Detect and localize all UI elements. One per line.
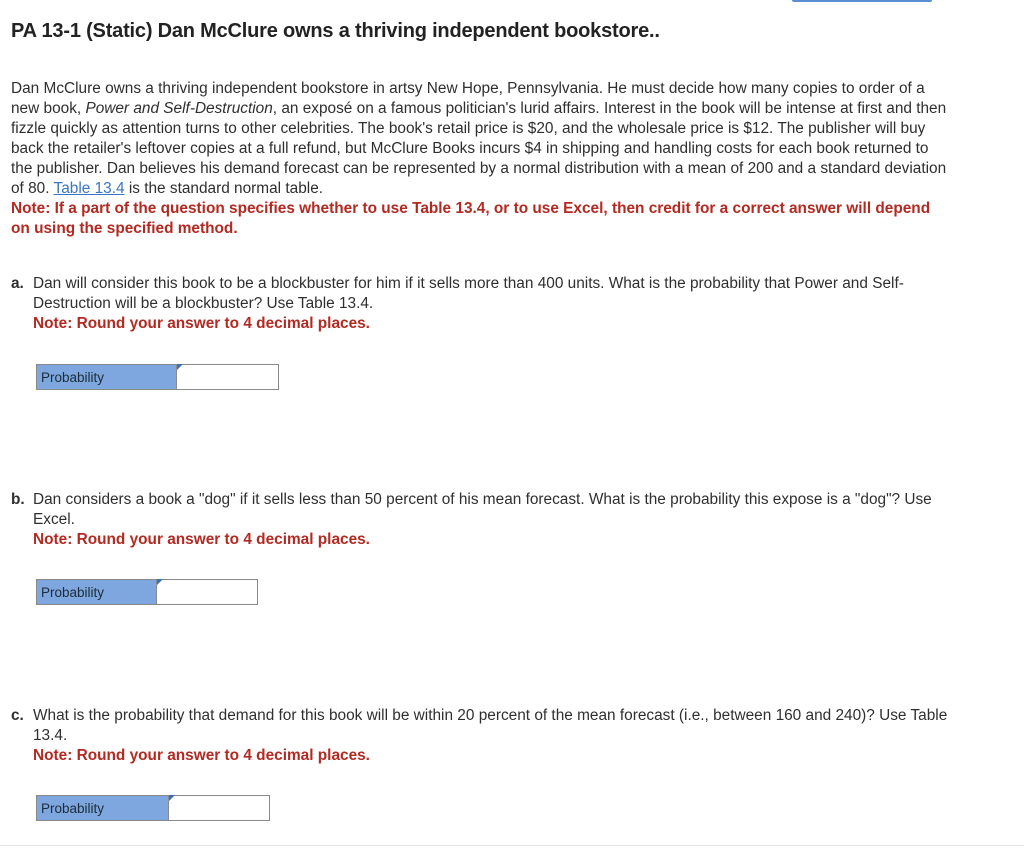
part-note: Note: Round your answer to 4 decimal places. — [33, 315, 370, 332]
part-letter: a. — [11, 275, 24, 292]
intro-text-start: Dan McClure owns a thriving independent bookstore in artsy New Hope, Pennsylvania. He must decide how many copies to order of a new book, — [11, 80, 925, 117]
part-letter: b. — [11, 491, 25, 508]
part-question: What is the probability that demand for this book will be within 20 percent of the mean forecast (i.e., between 160 and 240)? Use Table 13.4. — [33, 707, 948, 744]
answer-label-text: Probability — [41, 800, 105, 816]
part-question: Dan considers a book a "dog" if it sells less than 50 percent of his mean forecast. What is the probability this expose is a "dog"? Use Excel. — [33, 491, 932, 528]
probability-input-c[interactable] — [169, 796, 269, 820]
answer-label — [37, 796, 169, 820]
bottom-divider — [0, 845, 1024, 846]
part-b — [11, 490, 951, 550]
table-13-4-link[interactable]: Table 13.4 — [53, 180, 125, 197]
intro-note: Note: If a part of the question specifies whether to use Table 13.4, or to use Excel, then credit for a correct answer will depend on using the specified method. — [11, 200, 931, 237]
answer-row-a — [36, 364, 279, 390]
part-question: Dan will consider this book to be a blockbuster for him if it sells more than 400 units. What is the probability that Power and Self-Destruction will be a blockbuster? Use Table 13.4. — [33, 275, 904, 312]
top-tab-indicator — [792, 0, 932, 2]
probability-input-b[interactable] — [157, 580, 257, 604]
part-letter: c. — [11, 707, 24, 724]
intro-text-middle: , an exposé on a famous politician's lurid affairs. Interest in the book will be intense at first and then fizzle quickly as attention turns to other celebrities. The book's retail price is $20, and the wholesale price is $12. The publisher will buy back the retailer's leftover copies at a full refund, but McClure Books incurs $4 in shipping and handling costs for each book returned to the publisher. Dan believes his demand forecast can be represented by a normal distribution with a mean of 200 and a standard deviation of 80. — [11, 100, 947, 197]
intro-text-end: is the standard normal table. — [124, 180, 324, 197]
answer-row-c — [36, 795, 270, 821]
book-title: Power and Self-Destruction — [85, 100, 273, 117]
flag-marker-icon — [169, 795, 175, 801]
flag-marker-icon — [177, 364, 183, 370]
answer-row-b — [36, 579, 258, 605]
probability-input-a[interactable] — [177, 365, 278, 389]
page-title: PA 13-1 (Static) Dan McClure owns a thriving independent bookstore.. — [11, 20, 660, 42]
part-a — [11, 274, 951, 334]
problem-intro — [11, 79, 951, 239]
answer-label-text: Probability — [41, 584, 105, 600]
answer-label-text: Probability — [41, 369, 105, 385]
part-note: Note: Round your answer to 4 decimal places. — [33, 747, 370, 764]
part-c — [11, 706, 951, 766]
part-note: Note: Round your answer to 4 decimal places. — [33, 531, 370, 548]
flag-marker-icon — [157, 579, 163, 585]
answer-label — [37, 365, 177, 389]
intro-paragraph — [11, 79, 951, 199]
answer-label — [37, 580, 157, 604]
